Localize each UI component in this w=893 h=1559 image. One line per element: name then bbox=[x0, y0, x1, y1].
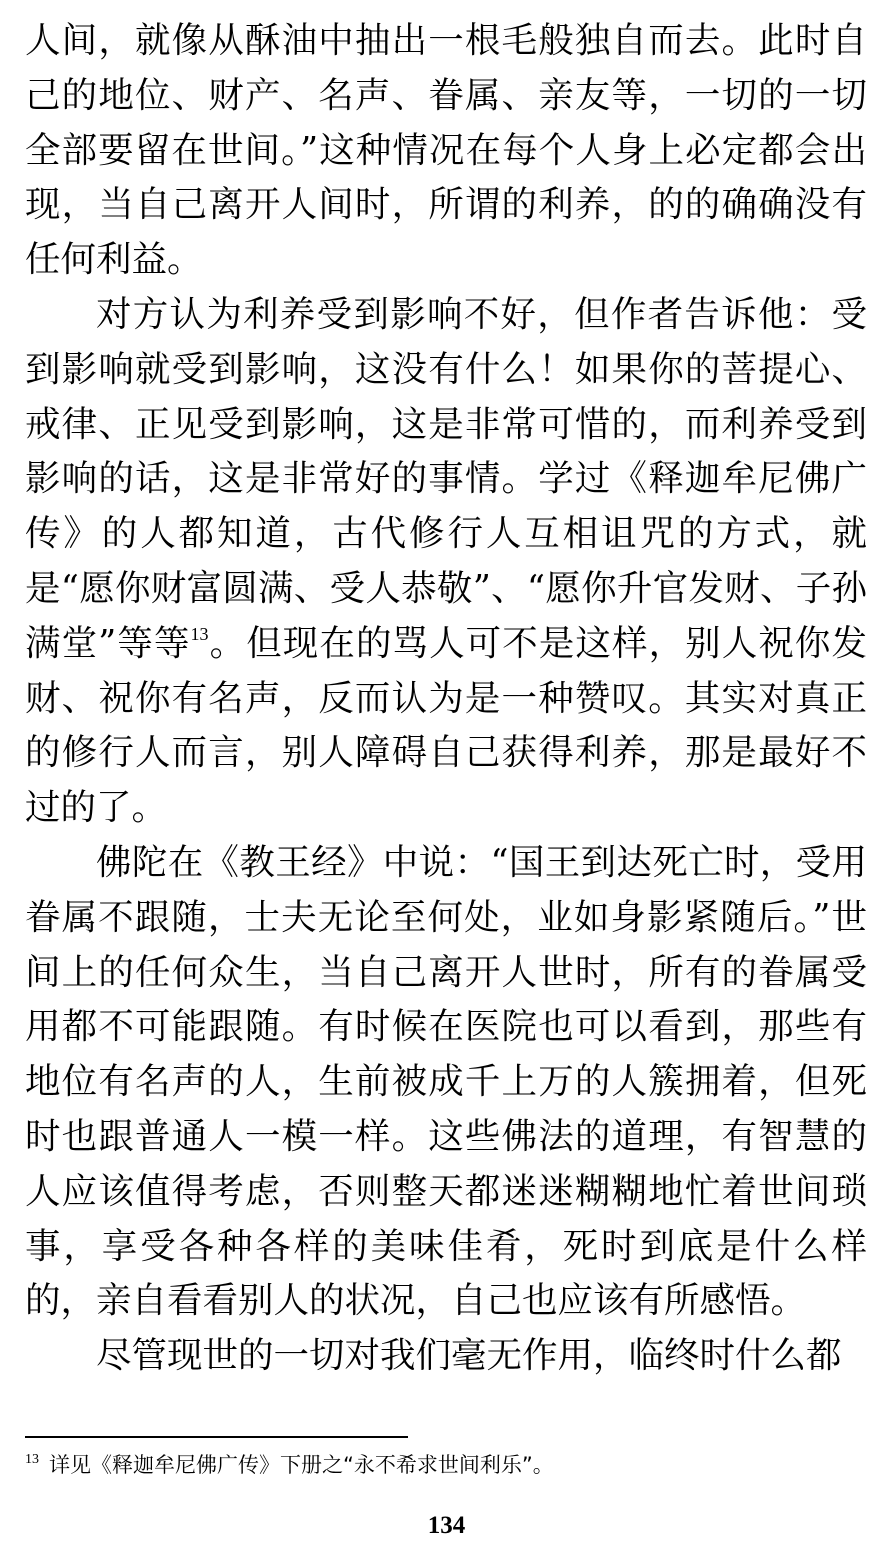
footnote-reference-13[interactable]: 13 bbox=[190, 623, 209, 644]
footnote-divider bbox=[25, 1436, 408, 1438]
footnote bbox=[25, 1450, 867, 1480]
footnote-number: 13 bbox=[25, 1452, 39, 1467]
page-number: 134 bbox=[427, 1512, 466, 1539]
footnote-text: 详见《释迦牟尼佛广传》下册之“永不希求世间利乐”。 bbox=[49, 1453, 554, 1477]
paragraph-2-text-before: 对方认为利养受到影响不好，但作者告诉他：受到影响就受到影响，这没有什么！如果你的菩提心、戒律、正见受到影响，这是非常可惜的，而利养受到影响的话，这是非常好的事情。学过《释迦牟尼佛广传》的人都知道，古代修行人互相诅咒的方式，就是“愿你财富圆满、受人恭敬”、“愿你升官发财、子孙满堂”等等 bbox=[25, 293, 867, 664]
body-text bbox=[25, 14, 867, 1384]
paragraph-1: 人间，就像从酥油中抽出一根毛般独自而去。此时自己的地位、财产、名声、眷属、亲友等，一切的一切全部要留在世间。”这种情况在每个人身上必定都会出现，当自己离开人间时，所谓的利养，的的确确没有任何利益。 bbox=[25, 20, 867, 281]
paragraph-2-text-after: 。但现在的骂人可不是这样，别人祝你发财、祝你有名声，反而认为是一种赞叹。其实对真正的修行人而言，别人障碍自己获得利养，那是最好不过的了。 bbox=[25, 622, 867, 829]
paragraph-4: 尽管现世的一切对我们毫无作用，临终时什么都 bbox=[96, 1335, 842, 1377]
paragraph-2 bbox=[25, 288, 867, 836]
paragraph-3: 佛陀在《教王经》中说：“国王到达死亡时，受用眷属不跟随，士夫无论至何处，业如身影紧随后。”世间上的任何众生，当自己离开人世时，所有的眷属受用都不可能跟随。有时候在医院也可以看到，那些有地位有名声的人，生前被成千上万的人簇拥着，但死时也跟普通人一模一样。这些佛法的道理，有智慧的人应该值得考虑，否则整天都迷迷糊糊地忙着世间琐事，享受各种各样的美味佳肴，死时到底是什么样的，亲自看看别人的状况，自己也应该有所感悟。 bbox=[25, 841, 867, 1322]
